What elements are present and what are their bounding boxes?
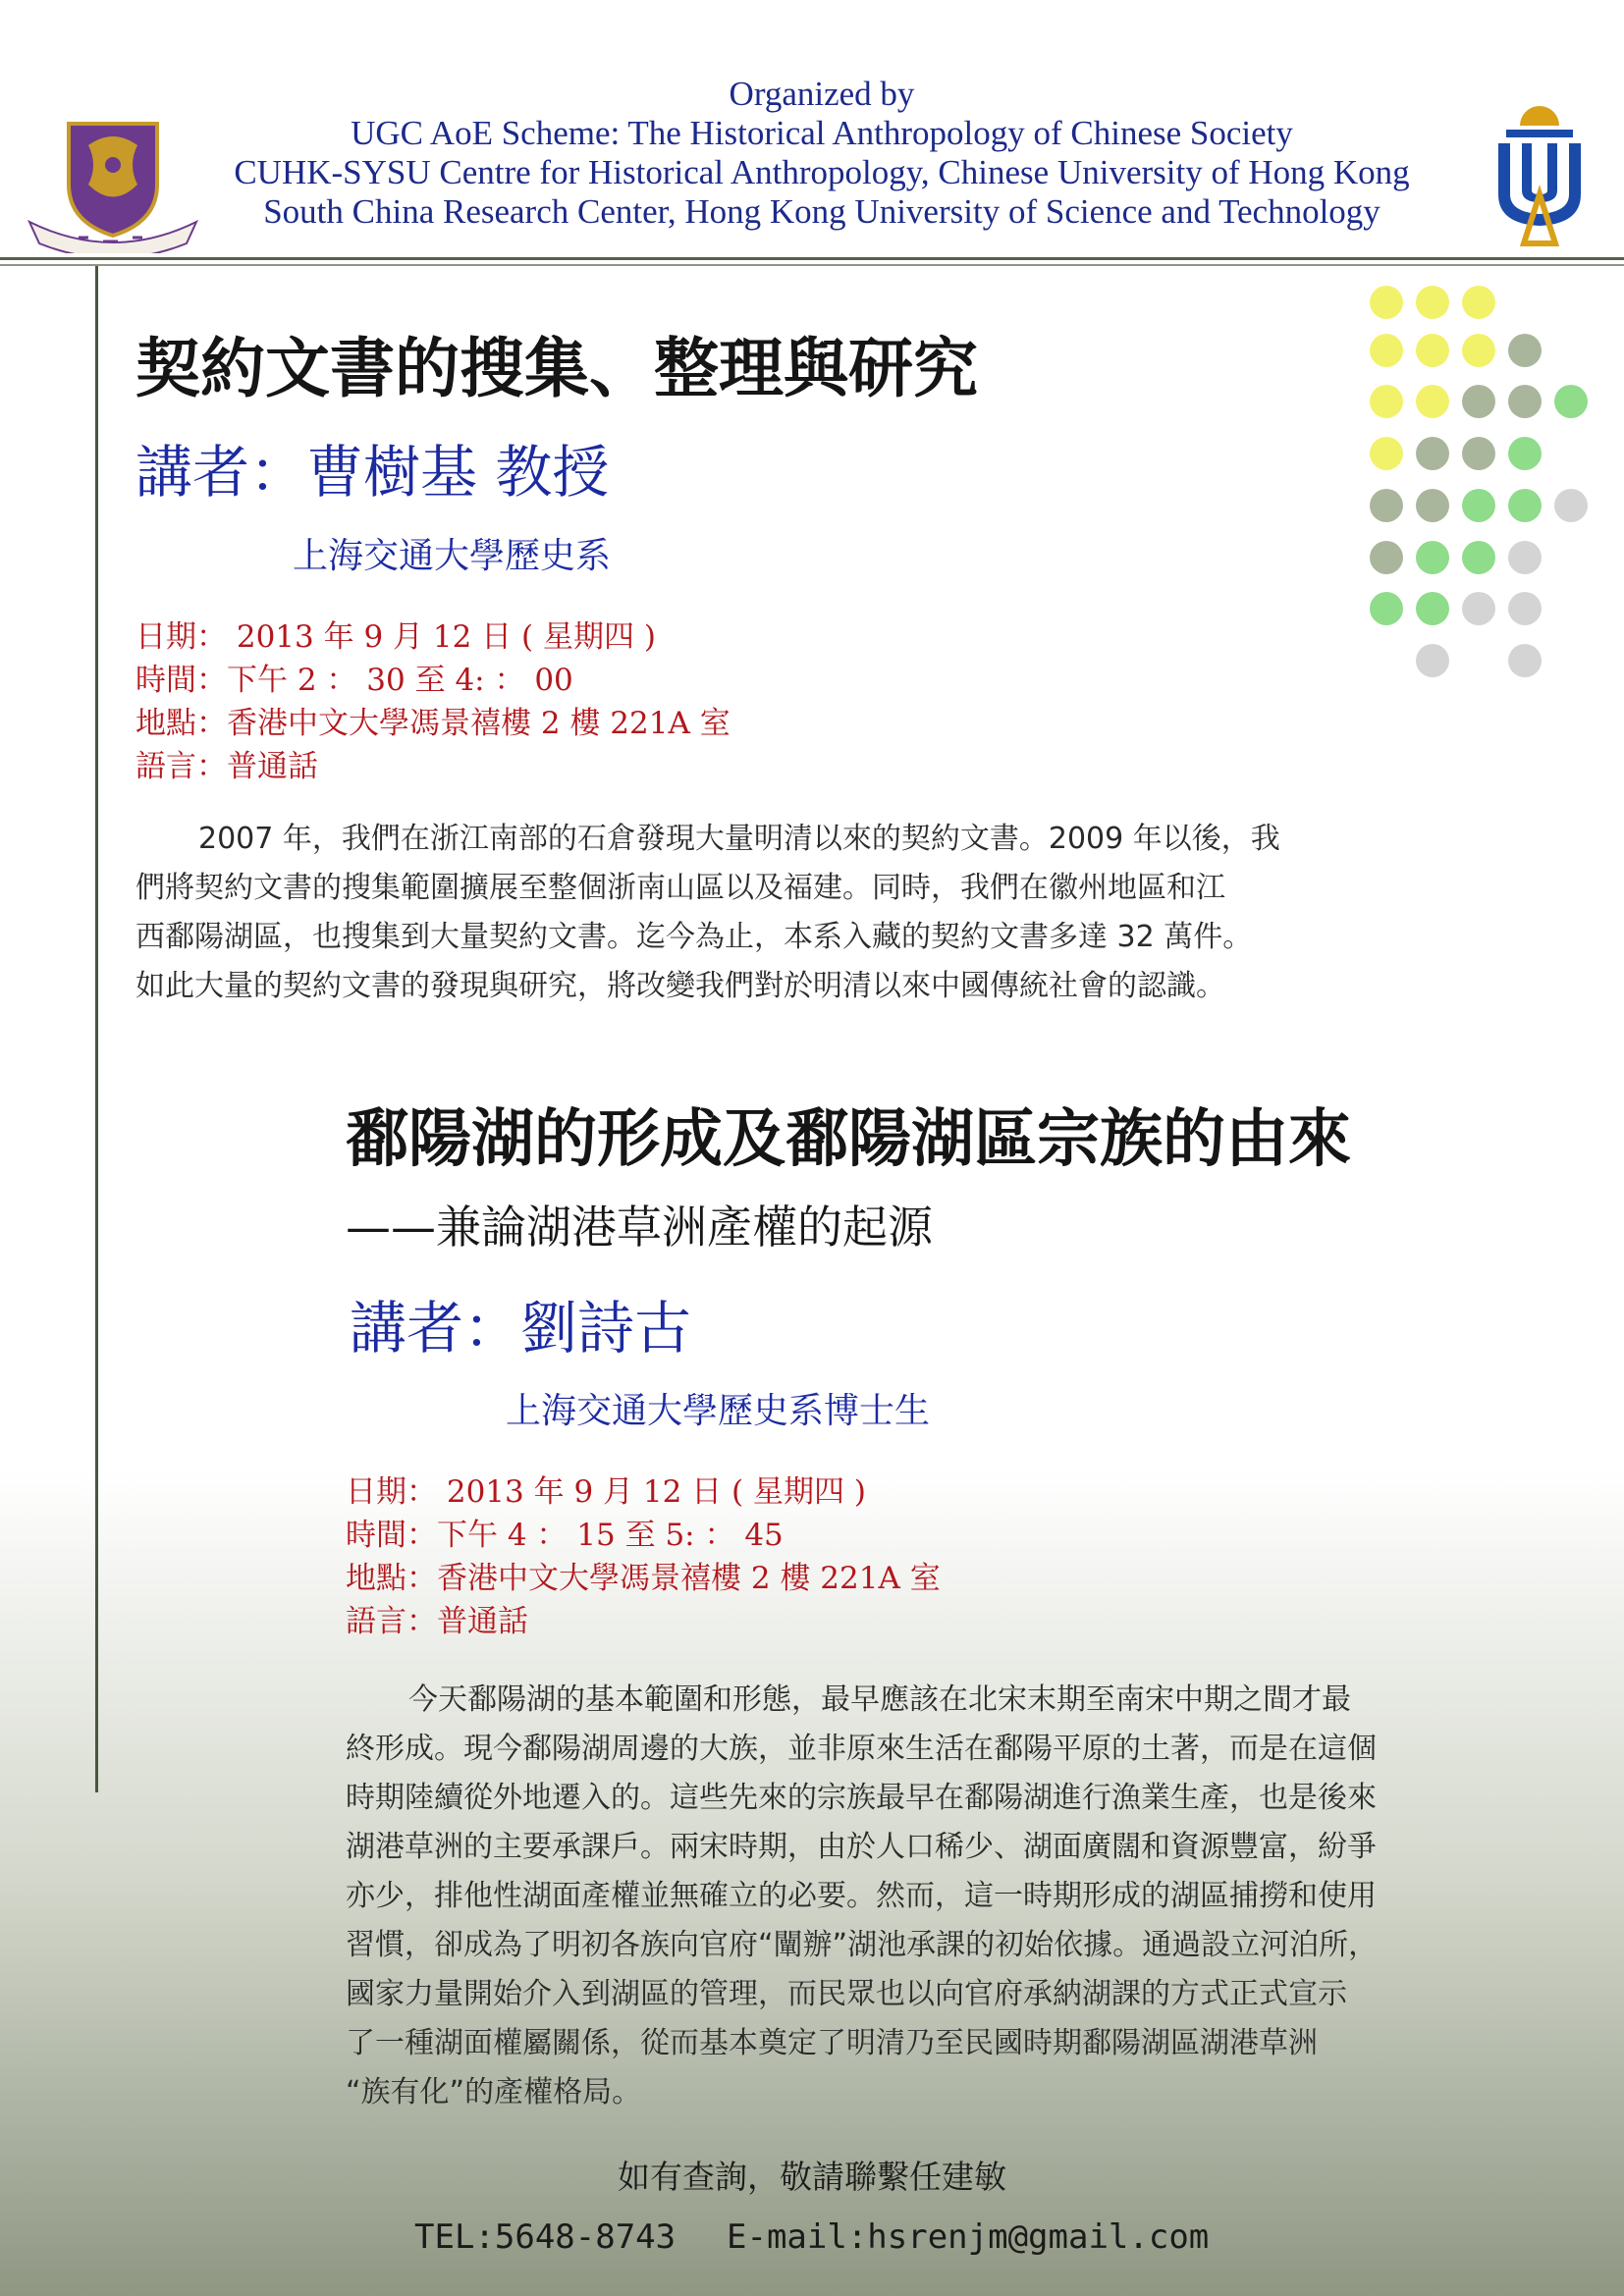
talk-1-affiliation: 上海交通大學歷史系 (293, 536, 612, 576)
talk-1-date: 日期： 2013 年 9 月 12 日 ( 星期四 ) (135, 619, 656, 655)
abstract-line: 湖港草洲的主要承課戶。兩宋時期，由於人口稀少、湖面廣闊和資源豐富，紛爭 (346, 1830, 1377, 1864)
talk-2-affiliation: 上海交通大學歷史系博士生 (506, 1391, 931, 1431)
talk-1-time: 時間：下午 2 ： 30 至 4: ： 00 (135, 663, 573, 698)
talk-2-speaker: 講者：劉詩古 (350, 1295, 692, 1362)
abstract-line: 時期陸續從外地遷入的。這些先來的宗族最早在鄱陽湖進行漁業生產，也是後來 (346, 1781, 1377, 1815)
abstract-line: 亦少，排他性湖面產權並無確立的必要。然而，這一時期形成的湖區捕撈和使用 (346, 1879, 1377, 1913)
contact-tel: TEL:5648-8743 (414, 2217, 677, 2257)
left-vertical-rule (95, 266, 98, 1792)
abstract-line: “族有化”的產權格局。 (346, 2075, 642, 2109)
talk-2-language: 語言：普通話 (346, 1604, 528, 1639)
abstract-line: 們將契約文書的搜集範圍擴展至整個浙南山區以及福建。同時，我們在徽州地區和江 (135, 871, 1225, 905)
talk-2-details (346, 1470, 941, 1643)
abstract-line: 了一種湖面權屬關係，從而基本奠定了明清乃至民國時期鄱陽湖區湖港草洲 (346, 2026, 1318, 2060)
contact-email[interactable]: E-mail:hsrenjm@gmail.com (727, 2217, 1210, 2257)
organizer-ugc: UGC AoE Scheme: The Historical Anthropology of Chinese Society (351, 114, 1293, 152)
talk-1-details (135, 615, 731, 788)
header-divider-thin (0, 264, 1624, 266)
talk-1-venue: 地點：香港中文大學馮景禧樓 2 樓 221A 室 (135, 706, 731, 741)
hkust-logo (1492, 96, 1587, 251)
abstract-line: 西鄱陽湖區，也搜集到大量契約文書。迄今為止，本系入藏的契約文書多達 32 萬件。 (135, 920, 1253, 954)
abstract-line: 終形成。現今鄱陽湖周邊的大族，並非原來生活在鄱陽平原的土著，而是在這個 (346, 1732, 1377, 1766)
talk-2-title: 鄱陽湖的形成及鄱陽湖區宗族的由來 (346, 1103, 1351, 1176)
abstract-line: 如此大量的契約文書的發現與研究，將改變我們對於明清以來中國傳統社會的認識。 (135, 969, 1225, 1003)
talk-1-speaker: 講者：曹樹基 教授 (135, 439, 610, 506)
abstract-line: 國家力量開始介入到湖區的管理，而民眾也以向官府承納湖課的方式正式宣示 (346, 1977, 1347, 2011)
inquiry-text: 如有查詢，敬請聯繫任建敏 (618, 2158, 1006, 2196)
talk-2-subtitle: ——兼論湖港草洲產權的起源 (346, 1201, 933, 1254)
talk-1-title: 契約文書的搜集、整理與研究 (135, 331, 978, 406)
abstract-line: 今天鄱陽湖的基本範圍和形態，最早應該在北宋末期至南宋中期之間才最 (408, 1682, 1351, 1717)
organizer-hkust: South China Research Center, Hong Kong University of Science and Technology (263, 192, 1380, 231)
talk-2-abstract (346, 1676, 1485, 2117)
abstract-line: 2007 年，我們在浙江南部的石倉發現大量明清以來的契約文書。2009 年以後，我 (198, 822, 1280, 856)
talk-2-time: 時間：下午 4 ： 15 至 5: ： 45 (346, 1518, 784, 1553)
header-divider (0, 257, 1624, 260)
talk-1-language: 語言：普通話 (135, 749, 318, 784)
abstract-line: 習慣，卻成為了明初各族向官府“闡辦”湖池承課的初始依據。通過設立河泊所， (346, 1928, 1379, 1962)
organizer-header (0, 0, 1624, 265)
organizer-cuhk-sysu: CUHK-SYSU Centre for Historical Anthropology, Chinese University of Hong Kong (234, 153, 1410, 191)
talk-2-date: 日期： 2013 年 9 月 12 日 ( 星期四 ) (346, 1474, 866, 1510)
organized-by-label: Organized by (729, 75, 915, 113)
talk-2-venue: 地點：香港中文大學馮景禧樓 2 樓 221A 室 (346, 1561, 941, 1596)
talk-1-abstract (135, 815, 1353, 1011)
